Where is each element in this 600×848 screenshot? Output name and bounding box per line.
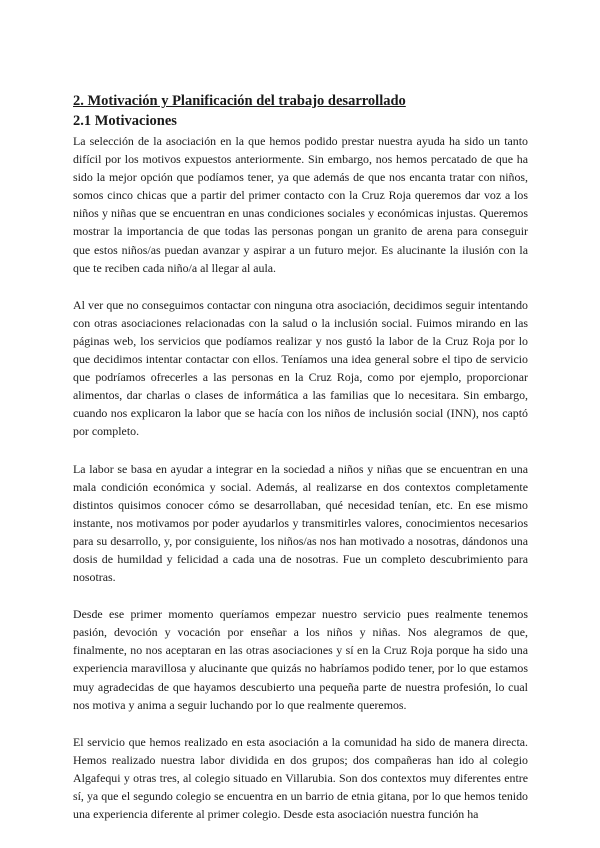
paragraph: La selección de la asociación en la que hemos podido prestar nuestra ayuda ha sido un tanto difícil por los motivos expuestos anteriormente. Sin embargo, nos hemos percatado de que ha sido la mejor opción que podíamos tener, ya que además de que nos encanta tratar con niños, somos cinco chicas que a partir del primer contacto con la Cruz Roja queremos dar voz a los niños y niñas que se encuentran en unas condiciones sociales y económicas injustas. Queremos mostrar la importancia de que todas las personas pongan un granito de arena para conseguir que estos niños/as puedan avanzar y aspirar a un futuro mejor. Es alucinante la ilusión con la que te reciben cada niño/a al llegar al aula.	[73, 134, 528, 275]
document-body	[73, 92, 528, 842]
paragraph: Desde ese primer momento queríamos empezar nuestro servicio pues realmente tenemos pasión, devoción y vocación por enseñar a los niños y niñas. Nos alegramos de que, finalmente, no nos aceptaran en las otras asociaciones y sí en la Cruz Roja porque ha sido una experiencia maravillosa y alucinante que quizás no habríamos podido tener, por lo que estamos muy agradecidas de que hayamos descubierto una pequeña parte de nuestra profesión, lo cual nos motiva y anima a seguir luchando por lo que realmente queremos.	[73, 607, 528, 712]
paragraph: La labor se basa en ayudar a integrar en la sociedad a niños y niñas que se encuentran en una mala condición económica y social. Además, al realizarse en dos contextos completamente distintos quisimos conocer cómo se desarrollaban, qué necesidad tenían, etc. En ese mismo instante, nos motivamos por poder ayudarlos y transmitirles valores, conocimientos necesarios para su desarrollo, y, por consiguiente, los niños/as nos han motivado a nosotras, dándonos una dosis de humildad y felicidad a cada una de nosotras. Fue un completo descubrimiento para nosotras.	[73, 461, 528, 585]
paragraph: Al ver que no conseguimos contactar con ninguna otra asociación, decidimos seguir intentando con otras asociaciones relacionadas con la salud o la inclusión social. Fuimos mirando en las páginas web, los servicios que podíamos realizar y nos gustó la labor de la Cruz Roja por lo que decidimos intentar contactar con ellos. Teníamos una idea general sobre el tipo de servicio que podríamos ofrecerles a las personas en la Cruz Roja, como por ejemplo, proporcionar alimentos, dar charlas o clases de informática a las familias que lo necesitara. Sin embargo, cuando nos explicaron la labor que se hacía con los niños de inclusión social (INN), nos captó por completo.	[73, 297, 528, 439]
paragraph: El servicio que hemos realizado en esta asociación a la comunidad ha sido de manera directa. Hemos realizado nuestra labor dividida en dos grupos; dos compañeras han ido al colegio Algafequi y otras tres, al colegio situado en Villarubia. Son dos contextos muy diferentes entre sí, ya que el segundo colegio se encuentra en un barrio de etnia gitana, por lo que hemos tenido una experiencia diferente al primer colegio. Desde esta asociación nuestra función ha	[73, 734, 528, 822]
section-title: 2. Motivación y Planificación del trabajo desarrollado	[73, 93, 406, 109]
subsection-title: 2.1 Motivaciones	[73, 113, 177, 129]
